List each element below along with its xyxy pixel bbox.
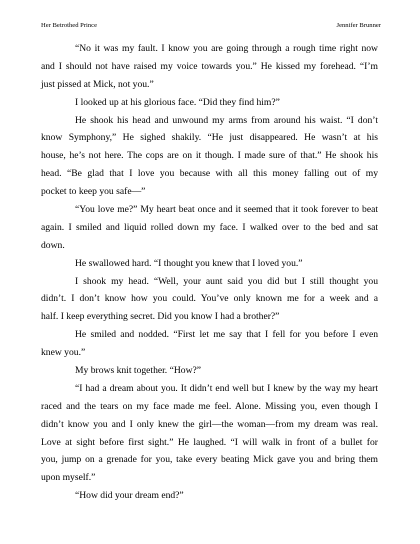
text-line: again. I smiled and liquid rolled down my face. I walked over to the bed and sat [41,221,378,233]
text-line: you, jump on a grenade for you, take every beating Mick gave you and bring them [41,454,378,466]
text-line: Love at sight before first sight.” He laughed. “I will walk in front of a bullet for [41,436,378,448]
text-line: “I had a dream about you. It didn’t end well but I knew by the way my heart [75,382,378,394]
text-line: I looked up at his glorious face. “Did they find him?” [75,96,280,108]
running-header [41,22,381,30]
text-line: and I should not have raised my voice towards you.” He kissed my forehead. “I’m [41,60,378,72]
header-book-title: Her Betrothed Prince [41,22,98,29]
text-line: My brows knit together. “How?” [75,365,202,377]
body-text [41,40,378,505]
text-line: “You love me?” My heart beat once and it seemed that it took forever to beat [75,204,378,216]
text-line: I shook my head. “Well, your aunt said you did but I still thought you [75,275,378,287]
text-line: knew you.” [41,347,86,359]
text-line: He smiled and nodded. “First let me say that I fell for you before I even [75,329,378,341]
text-line: “No it was my fault. I know you are going through a rough time right now [75,43,378,54]
text-line: upon myself.” [41,472,96,484]
text-line: He shook his head and unwound my arms from around his waist. “I don’t [75,114,378,126]
text-line: didn’t. I don’t know how you could. You’ve only known me for a week and a [41,293,378,305]
text-line: pocket to keep you safe—” [41,186,146,198]
text-line: head. “Be glad that I love you because with all this money falling out of my [41,168,378,180]
text-line: down. [41,239,65,251]
text-line: half. I keep everything secret. Did you know I had a brother?” [41,311,280,323]
text-line: just pissed at Mick, not you.” [41,78,154,90]
header-author: Jennifer Brunner [336,22,381,29]
text-line: house, he’s not here. The cops are on it though. I made sure of that.” He shook his [41,150,378,162]
text-line: raced and the tears on my face made me feel. Alone. Missing you, even though I [41,400,378,412]
text-line: He swallowed hard. “I thought you knew that I loved you.” [75,257,303,269]
text-line: didn’t know you and I only knew the girl—the woman—from my dream was real. [41,418,378,430]
text-line: “How did your dream end?” [75,490,184,502]
text-line: know Symphony,” He sighed shakily. “He just disappeared. He wasn’t at his [41,132,378,144]
